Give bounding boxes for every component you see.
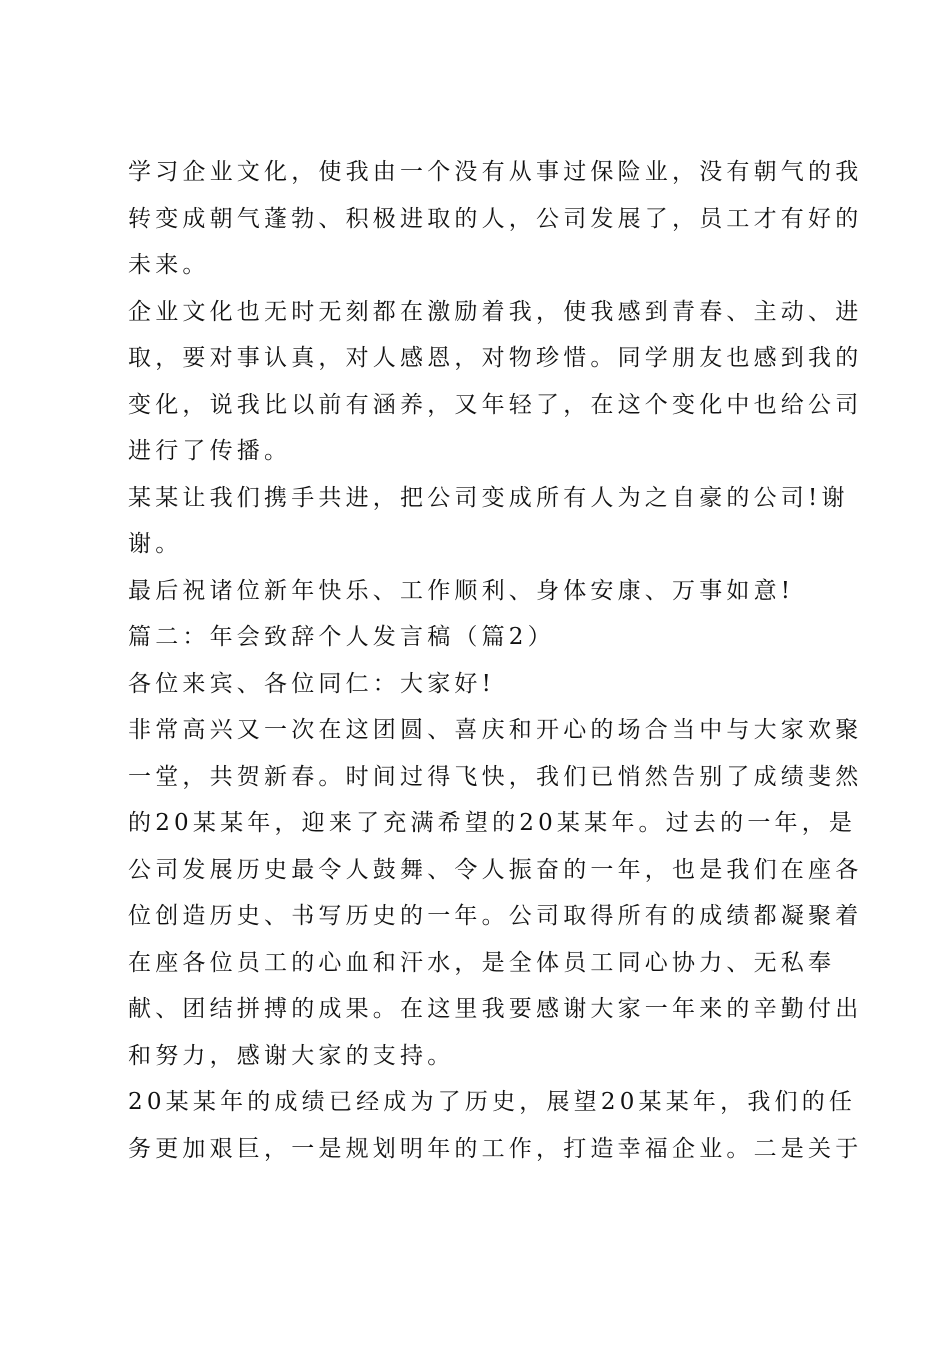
greeting-line: 各位来宾、各位同仁：大家好! bbox=[128, 670, 496, 697]
text-line: 的20某某年，迎来了充满希望的20某某年。过去的一年，是 bbox=[128, 810, 857, 836]
text-line: 献、团结拼搏的成果。在这里我要感谢大家一年来的辛勤付出 bbox=[128, 996, 863, 1022]
text-line: 最后祝诸位新年快乐、工作顺利、身体安康、万事如意! bbox=[128, 577, 795, 604]
section-heading: 篇二：年会致辞个人发言稿（篇2） bbox=[128, 624, 555, 650]
text-line: 转变成朝气蓬勃、积极进取的人，公司发展了，员工才有好的 bbox=[128, 205, 863, 232]
text-line: 公司发展历史最令人鼓舞、令人振奋的一年，也是我们在座各 bbox=[128, 856, 863, 883]
text-line: 取，要对事认真，对人感恩，对物珍惜。同学朋友也感到我的 bbox=[128, 345, 863, 371]
text-line: 未来。 bbox=[128, 252, 210, 278]
text-line: 谢。 bbox=[128, 531, 183, 557]
text-line: 一堂，共贺新春。时间过得飞快，我们已悄然告别了成绩斐然 bbox=[128, 763, 863, 790]
text-line: 企业文化也无时无刻都在激励着我，使我感到青春、主动、进 bbox=[128, 298, 863, 325]
text-line: 务更加艰巨，一是规划明年的工作，打造幸福企业。二是关于 bbox=[128, 1135, 863, 1162]
text-line: 位创造历史、书写历史的一年。公司取得所有的成绩都凝聚着 bbox=[128, 903, 863, 929]
text-line: 学习企业文化，使我由一个没有从事过保险业，没有朝气的我 bbox=[128, 159, 863, 185]
text-line: 某某让我们携手共进，把公司变成所有人为之自豪的公司!谢 bbox=[128, 484, 849, 511]
document-body bbox=[128, 149, 863, 1172]
text-line: 和努力，感谢大家的支持。 bbox=[128, 1042, 455, 1069]
text-line: 非常高兴又一次在这团圆、喜庆和开心的场合当中与大家欢聚 bbox=[128, 717, 863, 743]
text-line: 在座各位员工的心血和汗水，是全体员工同心协力、无私奉 bbox=[128, 949, 836, 976]
text-line: 进行了传播。 bbox=[128, 438, 292, 464]
text-line: 20某某年的成绩已经成为了历史，展望20某某年，我们的任 bbox=[128, 1089, 857, 1115]
text-line: 变化，说我比以前有涵养，又年轻了，在这个变化中也给公司 bbox=[128, 391, 863, 418]
